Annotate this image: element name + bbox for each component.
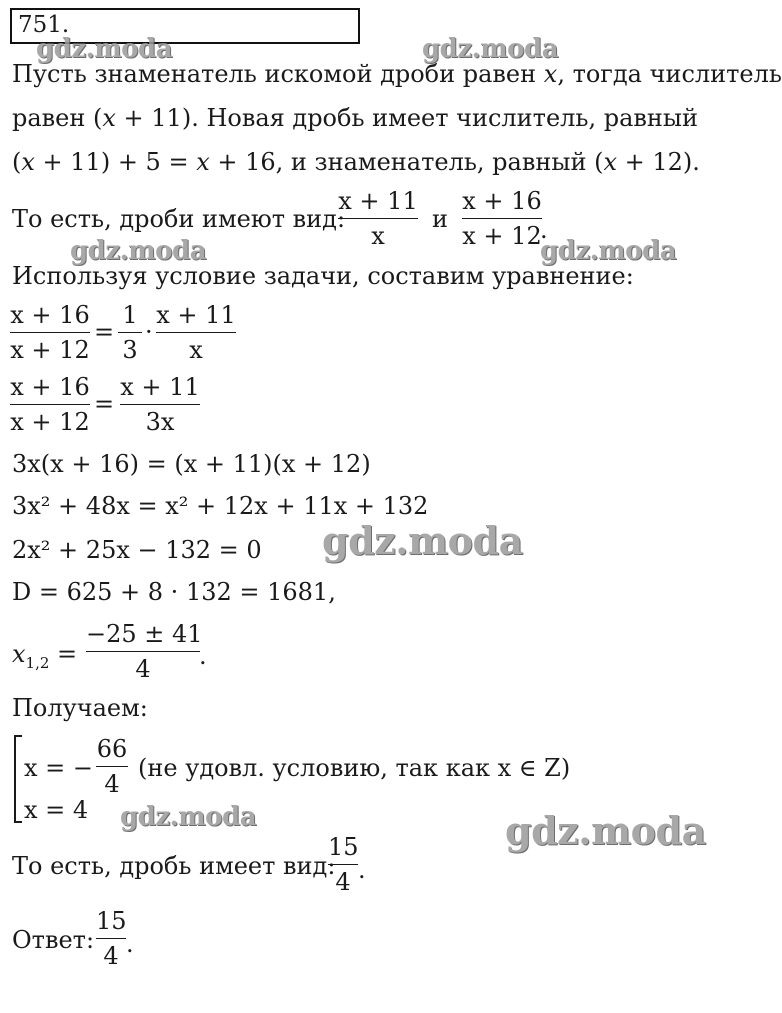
get-label: Получаем: (12, 694, 148, 722)
result-fraction: 15 4 (328, 833, 359, 896)
problem-number: 751. (18, 12, 70, 38)
case1-fraction: 66 4 (96, 735, 128, 798)
answer-period: . (126, 930, 134, 958)
intro-line-3: (x + 11) + 5 = x + 16, и знаменатель, равный (x + 12). (12, 148, 700, 176)
result-period: . (358, 856, 366, 884)
period: . (540, 216, 548, 244)
and-word: и (432, 205, 448, 233)
eq2-left-fraction: x + 16 x + 12 (10, 373, 90, 436)
intro-line-1: Пусть знаменатель искомой дроби равен x, тогда числитель (12, 60, 782, 88)
eq6: D = 625 + 8 · 132 = 1681, (12, 578, 336, 606)
eq1-equals: = (94, 318, 115, 346)
eq5: 2x² + 25x − 132 = 0 (12, 536, 262, 564)
eq1-times: · (145, 318, 153, 346)
watermark: gdz.moda (36, 34, 173, 64)
watermark: gdz.moda (70, 236, 207, 266)
eq1-third: 1 3 (118, 298, 142, 367)
watermark: gdz.moda (322, 518, 523, 563)
case2: x = 4 (24, 796, 89, 824)
eq2-equals: = (94, 390, 115, 418)
watermark: gdz.moda (422, 34, 559, 64)
watermark: gdz.moda (540, 236, 677, 266)
fraction-2: x + 16 x + 12 (462, 187, 542, 250)
fraction-1: x + 11 x (338, 187, 418, 250)
cases-bracket (14, 735, 22, 823)
case1-note: (не удовл. условию, так как x ∈ Z) (138, 754, 571, 782)
answer-label: Ответ: (12, 926, 95, 954)
result-text: То есть, дробь имеет вид: (12, 852, 336, 880)
intro-line-2: равен (x + 11). Новая дробь имеет числитель, равный (12, 104, 699, 132)
roots-lhs: $x_{1,2}$ = (12, 640, 78, 672)
answer-fraction: 15 4 (96, 907, 127, 970)
watermark: gdz.moda (120, 802, 257, 832)
eq2-right-fraction: x + 11 3x (120, 373, 200, 436)
watermark: gdz.moda (505, 808, 706, 853)
fractions-form-text: То есть, дроби имеют вид: (12, 205, 346, 233)
eq3: 3x(x + 16) = (x + 11)(x + 12) (12, 450, 371, 478)
eq1-right-fraction: x + 11 x (156, 301, 236, 364)
eq4: 3x² + 48x = x² + 12x + 11x + 132 (12, 492, 429, 520)
equation-intro: Используя условие задачи, составим уравнение: (12, 262, 634, 290)
roots-fraction: −25 ± 41 4 (86, 620, 203, 683)
eq1-left-fraction: x + 16 x + 12 (10, 301, 90, 364)
case1-lhs: x = − (24, 754, 94, 782)
roots-period: . (199, 642, 207, 670)
